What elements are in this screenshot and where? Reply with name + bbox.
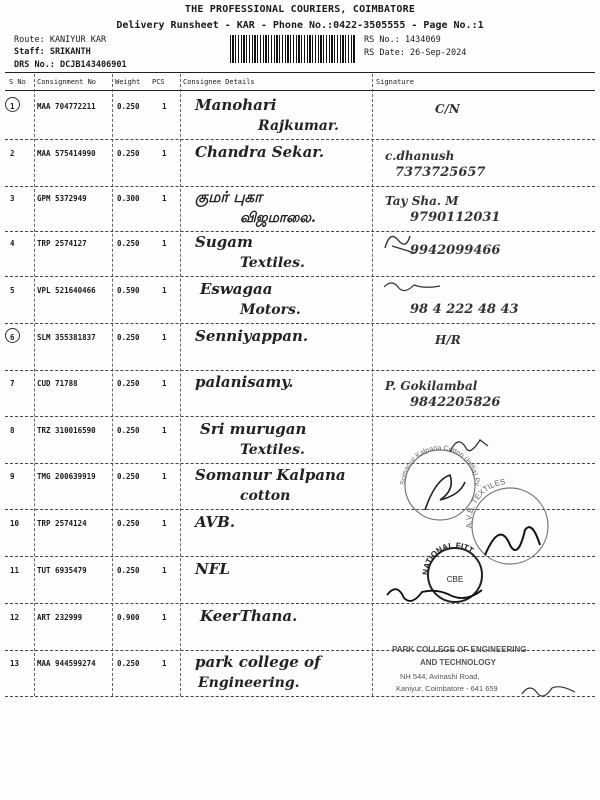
row-consignee-name: palanisamy. (195, 373, 294, 391)
row-pcs: 1 (162, 472, 167, 481)
row-signature: Tay Sha. M (385, 194, 459, 208)
row-sno: 1 (10, 102, 15, 111)
row-consignment-no: TMG 200639919 (37, 472, 96, 481)
row-consignee-name: Senniyappan. (195, 327, 309, 345)
row-pcs: 1 (162, 426, 167, 435)
nfl-stamp-text: NATIONAL FITT (420, 540, 476, 576)
row-consignee-name: park college of (195, 653, 321, 671)
row-consignee-name-2: Engineering. (198, 675, 300, 691)
row-divider (5, 370, 595, 371)
row-consignee-name-2: Textiles. (240, 255, 305, 271)
row-sno: 13 (10, 659, 20, 668)
col-header-weight: Weight (115, 78, 141, 86)
row-signature: C/N (435, 102, 460, 116)
row-consignee-name: Manohari (195, 96, 277, 114)
row-consignment-no: SLM 355381837 (37, 333, 96, 342)
row-consignment-no: MAA 944599274 (37, 659, 96, 668)
signature-scribble (380, 277, 450, 293)
row-consignment-no: TRP 2574127 (37, 239, 87, 248)
row-weight: 0.250 (117, 333, 140, 342)
row-sno: 4 (10, 239, 15, 248)
row-consignee-name: Eswagaa (200, 280, 273, 298)
row-consignee-name: குமர் புகா (195, 188, 262, 206)
row-consignee-name: Sugam (195, 233, 253, 251)
col-header-sno: S No (9, 78, 26, 86)
row-pcs: 1 (162, 102, 167, 111)
row-sno: 5 (10, 286, 15, 295)
row-signature-phone: 9842205826 (410, 395, 501, 410)
signature-scribble (420, 470, 470, 515)
park-stamp-line1: PARK COLLEGE OF ENGINEERING (392, 645, 527, 654)
row-weight: 0.250 (117, 566, 140, 575)
drs-number: DRS No.: DCJB143406901 (14, 60, 127, 70)
row-consignment-no: VPL 521640466 (37, 286, 96, 295)
row-sno: 7 (10, 379, 15, 388)
row-circle-mark (5, 97, 20, 112)
row-consignee-name: Sri murugan (200, 420, 307, 438)
row-sno: 8 (10, 426, 15, 435)
row-sno: 9 (10, 472, 15, 481)
row-divider (5, 276, 595, 277)
row-signature: c.dhanush (385, 149, 455, 163)
row-divider (5, 186, 595, 187)
row-consignment-no: TRP 2574124 (37, 519, 87, 528)
row-consignment-no: TUT 6935479 (37, 566, 87, 575)
row-divider (5, 323, 595, 324)
row-signature-phone: 9942099466 (410, 243, 501, 258)
row-sno: 11 (10, 566, 20, 575)
row-signature-phone: 9790112031 (410, 210, 501, 225)
row-weight: 0.250 (117, 379, 140, 388)
row-signature-phone: 98 4 222 48 43 (410, 302, 519, 317)
row-pcs: 1 (162, 566, 167, 575)
rs-number: RS No.: 1434069 (364, 35, 441, 45)
signature-scribble (440, 430, 500, 460)
row-weight: 0.900 (117, 613, 140, 622)
row-weight: 0.300 (117, 194, 140, 203)
barcode (230, 35, 355, 63)
staff: Staff: SRIKANTH (14, 47, 91, 57)
col-header-signature: Signature (376, 78, 414, 86)
row-weight: 0.590 (117, 286, 140, 295)
col-header-consignment: Consignment No (37, 78, 97, 86)
table-top-border (5, 72, 595, 73)
row-consignment-no: GPM 5372949 (37, 194, 87, 203)
row-consignment-no: ART 232999 (37, 613, 83, 622)
row-pcs: 1 (162, 659, 167, 668)
nfl-stamp-sub: CBE (446, 575, 464, 584)
row-circle-mark (5, 328, 20, 343)
row-signature-phone: 7373725657 (395, 165, 486, 180)
park-stamp-line2: AND TECHNOLOGY (420, 658, 496, 667)
row-pcs: 1 (162, 379, 167, 388)
row-consignee-name-2: Textiles. (240, 442, 305, 458)
row-weight: 0.250 (117, 102, 140, 111)
row-consignment-no: MAA 704772211 (37, 102, 96, 111)
row-consignee-name: NFL (195, 560, 230, 578)
avb-stamp-text: A.V.B. TEXTILES (464, 478, 507, 529)
header-divider (5, 90, 595, 91)
row-pcs: 1 (162, 239, 167, 248)
park-stamp-line4: Kaniyur, Coimbatore - 641 659 (396, 684, 498, 693)
row-consignee-name-2: விஜமாலை. (240, 210, 316, 226)
row-consignee-name: Chandra Sekar. (195, 143, 325, 161)
row-consignee-name: Somanur Kalpana (195, 466, 346, 484)
somanur-stamp-text: Somanur Kalpana Cotton (India) Pv (399, 444, 481, 487)
route: Route: KANIYUR KAR (14, 35, 107, 45)
row-pcs: 1 (162, 613, 167, 622)
row-consignment-no: MAA 575414990 (37, 149, 96, 158)
signature-scribble (380, 228, 420, 258)
row-divider (5, 139, 595, 140)
row-sno: 6 (10, 333, 15, 342)
row-consignee-name: AVB. (195, 513, 236, 531)
row-divider (5, 231, 595, 232)
rs-date: RS Date: 26-Sep-2024 (364, 48, 467, 58)
park-stamp-line3: NH 544, Avinashi Road, (400, 672, 480, 681)
signature-scribble (520, 680, 580, 700)
row-sno: 2 (10, 149, 15, 158)
row-divider (5, 696, 595, 697)
signature-scribble (382, 580, 492, 610)
row-consignee-name: KeerThana. (200, 607, 298, 625)
row-weight: 0.250 (117, 239, 140, 248)
row-divider (5, 603, 595, 604)
row-weight: 0.250 (117, 472, 140, 481)
row-sno: 3 (10, 194, 15, 203)
row-divider (5, 416, 595, 417)
row-weight: 0.250 (117, 659, 140, 668)
row-consignment-no: CUD 71788 (37, 379, 78, 388)
runsheet-title: Delivery Runsheet - KAR - Phone No.:0422-3505555 - Page No.:1 (116, 20, 484, 31)
row-pcs: 1 (162, 519, 167, 528)
signature-scribble (480, 515, 550, 565)
row-sno: 12 (10, 613, 20, 622)
row-signature: P. Gokilambal (385, 379, 478, 393)
row-consignee-name-2: cotton (240, 488, 291, 504)
col-header-details: Consignee Details (183, 78, 255, 86)
row-weight: 0.250 (117, 519, 140, 528)
row-pcs: 1 (162, 149, 167, 158)
svg-text:NATIONAL FITT (421, 541, 475, 575)
row-pcs: 1 (162, 333, 167, 342)
row-weight: 0.250 (117, 426, 140, 435)
col-header-pcs: PCS (152, 78, 165, 86)
company-title: THE PROFESSIONAL COURIERS, COIMBATORE (184, 4, 416, 15)
row-sno: 10 (10, 519, 20, 528)
row-consignment-no: TRZ 310016590 (37, 426, 96, 435)
row-consignee-name-2: Motors. (240, 302, 301, 318)
row-pcs: 1 (162, 286, 167, 295)
row-weight: 0.250 (117, 149, 140, 158)
row-consignee-name-2: Rajkumar. (258, 118, 339, 134)
row-pcs: 1 (162, 194, 167, 203)
row-divider (5, 463, 595, 464)
row-signature: H/R (435, 333, 461, 347)
